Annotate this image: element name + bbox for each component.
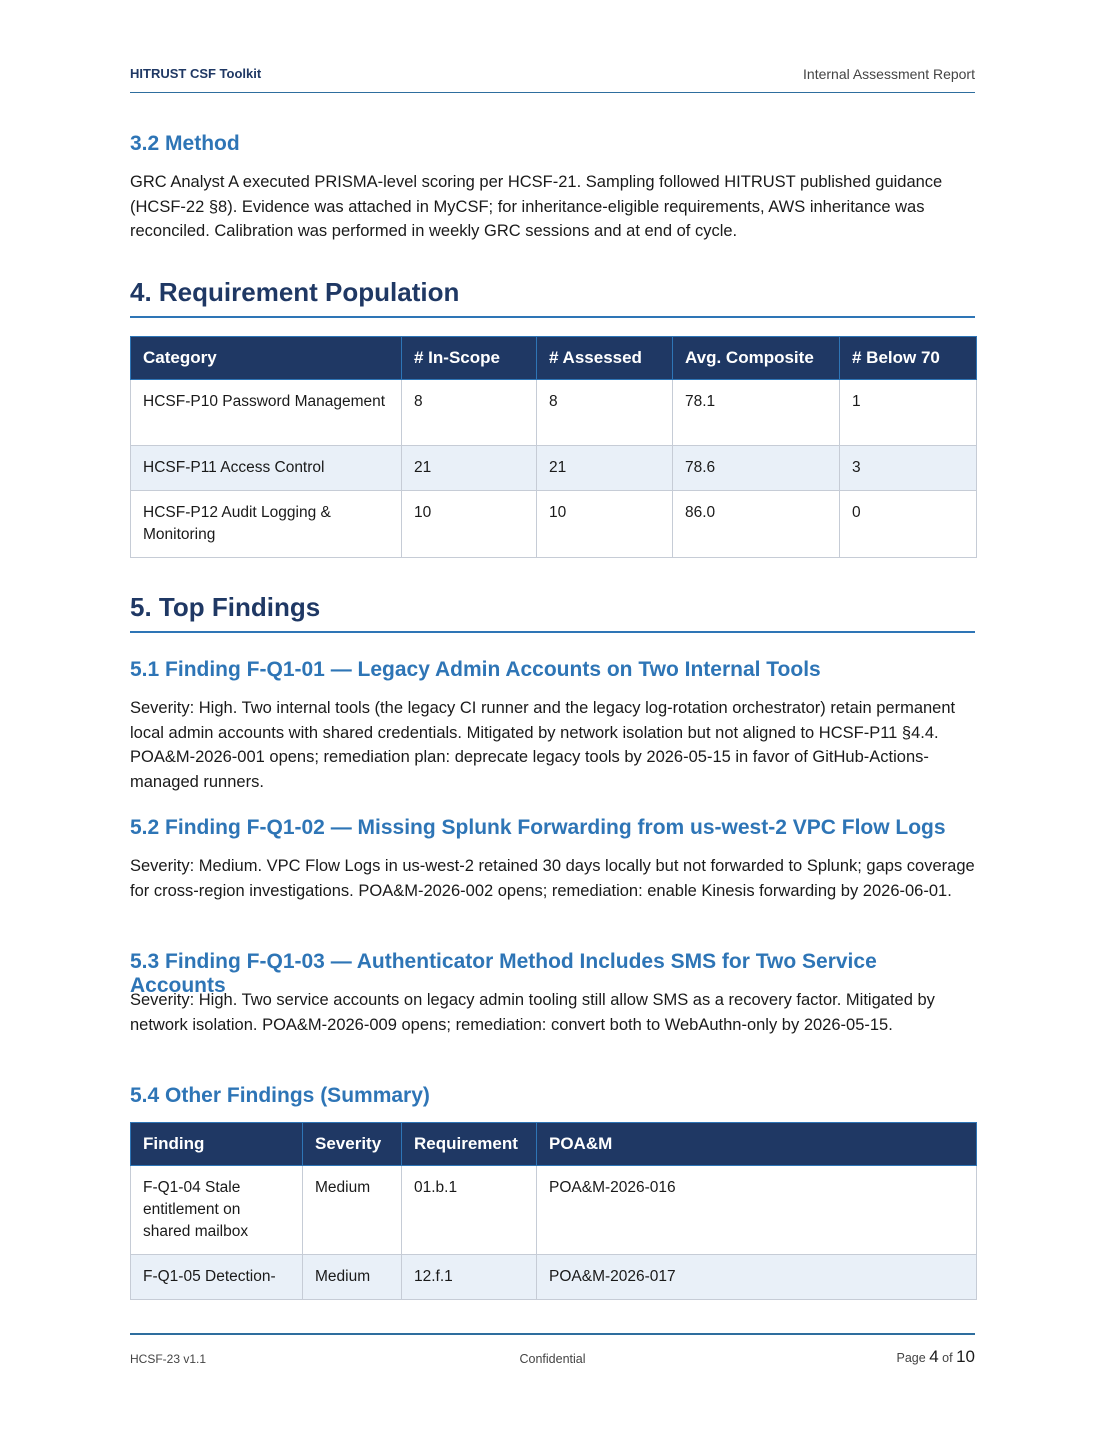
finding-heading: 5.1 Finding F-Q1-01 — Legacy Admin Accounts on Two Internal Tools	[130, 658, 821, 681]
table-cell: Medium	[303, 1255, 402, 1300]
table-row	[131, 1255, 977, 1300]
column-header: POA&M	[537, 1123, 977, 1166]
current-page: 4	[929, 1347, 939, 1366]
table-header-row	[131, 337, 977, 380]
page-footer	[130, 1333, 975, 1375]
table-row	[131, 380, 977, 446]
table-row	[131, 446, 977, 491]
page-word: Page	[896, 1351, 926, 1365]
table-cell: HCSF-P11 Access Control	[131, 446, 402, 491]
header-title: HITRUST CSF Toolkit	[130, 66, 262, 81]
finding-body: Severity: Medium. VPC Flow Logs in us-west-2 retained 30 days locally but not forwarded to Splunk; gaps coverage for cross-region investigations. POA&M-2026-002 opens; remediation: enable Kinesis forwarding by 2026-06-01.	[130, 857, 975, 900]
table-cell: 01.b.1	[402, 1166, 537, 1255]
footer-page-number	[897, 1347, 975, 1367]
finding-body: Severity: High. Two service accounts on legacy admin tooling still allow SMS as a recovery factor. Mitigated by network isolation. POA&M-2026-009 opens; remediation: convert both to WebAuthn-only by 2026-05-15.	[130, 991, 935, 1034]
column-header: # Assessed	[537, 337, 673, 380]
column-header: Category	[131, 337, 402, 380]
table-cell: 86.0	[673, 491, 840, 558]
column-header: # In-Scope	[402, 337, 537, 380]
table-cell: 8	[537, 380, 673, 446]
column-header: # Below 70	[840, 337, 977, 380]
table-cell: Medium	[303, 1166, 402, 1255]
of-word: of	[942, 1351, 953, 1365]
table-cell: 0	[840, 491, 977, 558]
table-cell: 10	[402, 491, 537, 558]
population-heading: 4. Requirement Population	[130, 277, 975, 318]
finding-body: Severity: High. Two internal tools (the legacy CI runner and the legacy log-rotation orchestrator) retain permanent local admin accounts with shared credentials. Mitigated by network isolation but not aligned to HCSF-P11 §4.4. POA&M-2026-001 opens; remediation plan: deprecate legacy tools by 2026-05-15 in favor of GitHub-Actions-managed runners.	[130, 699, 956, 791]
table-cell: 78.1	[673, 380, 840, 446]
table-cell: 10	[537, 491, 673, 558]
column-header: Avg. Composite	[673, 337, 840, 380]
table-row	[131, 1166, 977, 1255]
table-cell: HCSF-P12 Audit Logging & Monitoring	[131, 491, 402, 558]
footer-confidential: Confidential	[519, 1352, 586, 1366]
findings-heading: 5. Top Findings	[130, 592, 975, 633]
column-header: Severity	[303, 1123, 402, 1166]
total-pages: 10	[956, 1347, 975, 1366]
column-header: Requirement	[402, 1123, 537, 1166]
table-cell: POA&M-2026-016	[537, 1166, 977, 1255]
table-header-row	[131, 1123, 977, 1166]
finding-heading: 5.2 Finding F-Q1-02 — Missing Splunk Forwarding from us-west-2 VPC Flow Logs	[130, 816, 946, 839]
other-findings-heading: 5.4 Other Findings (Summary)	[130, 1084, 430, 1107]
table-cell: 3	[840, 446, 977, 491]
column-header: Finding	[131, 1123, 303, 1166]
population-table	[130, 336, 977, 558]
header-report-name: Internal Assessment Report	[803, 66, 975, 82]
document-page	[130, 0, 975, 1430]
finding-heading: 5.3 Finding F-Q1-03 — Authenticator Method Includes SMS for Two Service Accounts	[130, 950, 877, 997]
table-cell: 12.f.1	[402, 1255, 537, 1300]
table-cell: 1	[840, 380, 977, 446]
table-row	[131, 491, 977, 558]
table-cell: 78.6	[673, 446, 840, 491]
table-cell: 21	[537, 446, 673, 491]
table-cell: HCSF-P10 Password Management	[131, 380, 402, 446]
table-cell: POA&M-2026-017	[537, 1255, 977, 1300]
method-body: GRC Analyst A executed PRISMA-level scoring per HCSF-21. Sampling followed HITRUST published guidance (HCSF-22 §8). Evidence was attached in MyCSF; for inheritance-eligible requirements, AWS inheritance was reconciled. Calibration was performed in weekly GRC sessions and at end of cycle.	[130, 173, 943, 240]
table-cell: 8	[402, 380, 537, 446]
method-heading: 3.2 Method	[130, 132, 240, 155]
table-cell: F-Q1-05 Detection-	[131, 1255, 303, 1300]
table-cell: 21	[402, 446, 537, 491]
footer-doc-id: HCSF-23 v1.1	[130, 1352, 207, 1366]
table-cell: F-Q1-04 Stale entitlement on shared mailbox	[131, 1166, 303, 1255]
other-findings-table	[130, 1122, 977, 1300]
page-header	[130, 62, 975, 93]
